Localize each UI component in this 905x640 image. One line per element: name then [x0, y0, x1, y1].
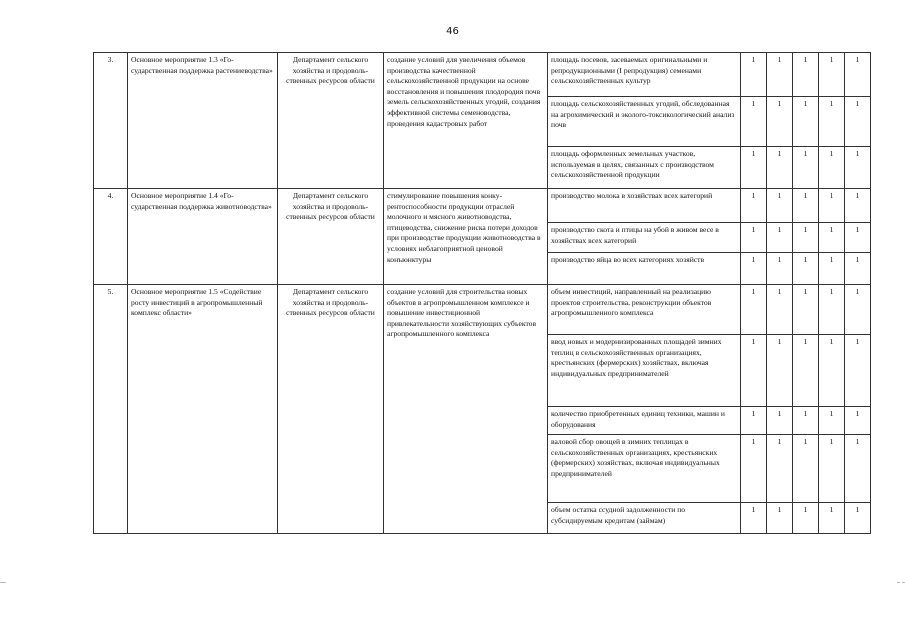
value-2024: 1 [845, 435, 871, 503]
value-2023: 1 [819, 407, 845, 435]
measure-name: Основное мероприятие 1.5 «Содействие росту инвестиций в агропромышленный комплекс области» [128, 285, 278, 534]
measure-goal: создание условий для увеличения объемов производства качественной сельскохозяйственной продукции на основе восстановления и повышения плодородия почв земель сельскохозяйственных угодий, создания эффективной системы семеноводства, проведения кадастровых работ [384, 53, 548, 189]
indicator-name: количество приобретенных единиц техники, машин и оборудования [548, 407, 741, 435]
value-2021: 1 [767, 147, 793, 189]
indicator-name: площадь оформленных земельных участков, используемая в целях, связанных с производством сельскохозяйственной продукции [548, 147, 741, 189]
value-2023: 1 [819, 53, 845, 97]
value-2020: 1 [741, 189, 767, 223]
value-2024: 1 [845, 53, 871, 97]
measure-name: Основное мероприятие 1.3 «Государственная поддержка растениеводства» [128, 53, 278, 189]
value-2024: 1 [845, 223, 871, 253]
value-2024: 1 [845, 503, 871, 534]
indicator-name: валовой сбор овощей в зимних теплицах в сельскохозяйственных организациях, крестьянских (фермерских) хозяйствах, включая индивидуальных предпринимателей [548, 435, 741, 503]
value-2022: 1 [793, 407, 819, 435]
table-row [94, 53, 871, 97]
value-2023: 1 [819, 503, 845, 534]
value-2021: 1 [767, 435, 793, 503]
executor-department: Департамент сельского хозяйства и продовольственных ресурсов области [278, 53, 384, 189]
value-2022: 1 [793, 435, 819, 503]
value-2020: 1 [741, 335, 767, 407]
indicator-name: объем инвестиций, направленный на реализацию проектов строительства, реконструкции объектов агропромышленного комплекса [548, 285, 741, 335]
value-2021: 1 [767, 503, 793, 534]
value-2020: 1 [741, 147, 767, 189]
row-number: 4. [94, 189, 128, 285]
page-edge-mark-left [0, 582, 6, 583]
indicator-name: ввод новых и модернизированных площадей зимних теплиц в сельскохозяйственных организациях, крестьянских (фермерских) хозяйствах, включая индивидуальных предпринимателей [548, 335, 741, 407]
value-2024: 1 [845, 335, 871, 407]
value-2023: 1 [819, 335, 845, 407]
value-2024: 1 [845, 147, 871, 189]
value-2022: 1 [793, 503, 819, 534]
value-2020: 1 [741, 97, 767, 147]
indicator-name: производство яйца во всех категориях хозяйств [548, 253, 741, 285]
value-2021: 1 [767, 253, 793, 285]
value-2021: 1 [767, 53, 793, 97]
table-body [94, 53, 871, 534]
value-2024: 1 [845, 253, 871, 285]
measures-table [93, 52, 871, 534]
value-2020: 1 [741, 407, 767, 435]
value-2021: 1 [767, 285, 793, 335]
value-2021: 1 [767, 189, 793, 223]
value-2022: 1 [793, 223, 819, 253]
value-2021: 1 [767, 335, 793, 407]
value-2023: 1 [819, 189, 845, 223]
value-2022: 1 [793, 53, 819, 97]
value-2023: 1 [819, 253, 845, 285]
value-2020: 1 [741, 53, 767, 97]
value-2021: 1 [767, 407, 793, 435]
indicator-name: объем остатка ссудной задолженности по субсидируемым кредитам (займам) [548, 503, 741, 534]
indicator-name: площадь посевов, засеваемых оригинальными и репродукционными (I репродукция) семенами сельскохозяйственных культур [548, 53, 741, 97]
value-2023: 1 [819, 223, 845, 253]
table-row [94, 189, 871, 223]
indicator-name: производство скота и птицы на убой в живом весе в хозяйствах всех категорий [548, 223, 741, 253]
value-2022: 1 [793, 147, 819, 189]
value-2020: 1 [741, 285, 767, 335]
value-2022: 1 [793, 189, 819, 223]
value-2022: 1 [793, 97, 819, 147]
value-2023: 1 [819, 285, 845, 335]
value-2020: 1 [741, 253, 767, 285]
value-2023: 1 [819, 147, 845, 189]
value-2024: 1 [845, 407, 871, 435]
value-2020: 1 [741, 223, 767, 253]
value-2024: 1 [845, 97, 871, 147]
value-2022: 1 [793, 285, 819, 335]
indicator-name: производство молока в хозяйствах всех категорий [548, 189, 741, 223]
value-2020: 1 [741, 435, 767, 503]
value-2021: 1 [767, 97, 793, 147]
value-2021: 1 [767, 223, 793, 253]
value-2020: 1 [741, 503, 767, 534]
measure-name: Основное мероприятие 1.4 «Государственная поддержка животноводства» [128, 189, 278, 285]
value-2023: 1 [819, 97, 845, 147]
value-2024: 1 [845, 189, 871, 223]
value-2022: 1 [793, 253, 819, 285]
measure-goal: стимулирование повышения конкурентоспособности продукции отраслей молочного и мясного животноводства, птицеводства, снижение риска потери доходов при производстве продукции животноводства в условиях неблагоприятной ценовой конъюнктуры [384, 189, 548, 285]
page-number: 46 [446, 26, 459, 37]
page-edge-mark-right [897, 582, 905, 583]
value-2024: 1 [845, 285, 871, 335]
executor-department: Департамент сельского хозяйства и продовольственных ресурсов области [278, 285, 384, 534]
value-2023: 1 [819, 435, 845, 503]
measure-goal: создание условий для строительства новых объектов в агропромышленном комплексе и повышение инвестиционной привлекательности хозяйствующих субъектов агропромышленного комплекса [384, 285, 548, 534]
indicator-name: площадь сельскохозяйственных угодий, обследованная на агрохимический и эколого-токсикологический анализ почв [548, 97, 741, 147]
value-2022: 1 [793, 335, 819, 407]
executor-department: Департамент сельского хозяйства и продовольственных ресурсов области [278, 189, 384, 285]
row-number: 5. [94, 285, 128, 534]
table-row [94, 285, 871, 335]
row-number: 3. [94, 53, 128, 189]
